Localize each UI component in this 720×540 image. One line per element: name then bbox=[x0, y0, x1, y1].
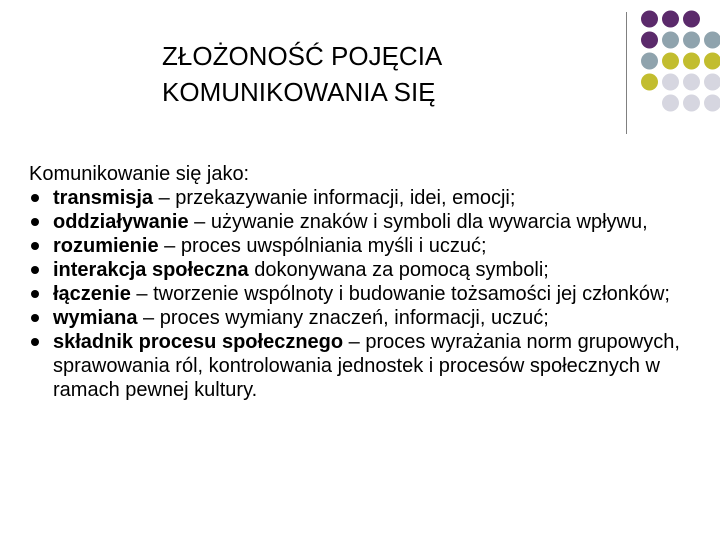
decorative-dot bbox=[662, 53, 679, 70]
decorative-dot bbox=[683, 11, 700, 28]
decorative-dot bbox=[662, 74, 679, 91]
decorative-dot bbox=[641, 74, 658, 91]
decorative-dot bbox=[641, 11, 658, 28]
item-term: łączenie bbox=[53, 283, 131, 305]
slide-body bbox=[29, 162, 709, 402]
item-description: – proces wyrażania norm grupowych, sprawowania ról, kontrolowania jednostek i procesów społecznych w ramach pewnej kultury. bbox=[53, 331, 680, 401]
decorative-dot bbox=[704, 95, 720, 112]
item-description: – przekazywanie informacji, idei, emocji; bbox=[153, 187, 516, 209]
decorative-dot bbox=[662, 32, 679, 49]
item-description: – proces uwspólniania myśli i uczuć; bbox=[158, 235, 487, 257]
decorative-dot bbox=[704, 53, 720, 70]
bullet-icon bbox=[31, 242, 39, 250]
list-item bbox=[29, 330, 709, 402]
list-item bbox=[29, 258, 709, 282]
definition-list bbox=[29, 186, 709, 402]
item-description: – proces wymiany znaczeń, informacji, uczuć; bbox=[137, 307, 549, 329]
slide-title bbox=[162, 38, 602, 110]
item-term: rozumienie bbox=[53, 235, 159, 257]
bullet-icon bbox=[31, 266, 39, 274]
intro-text: Komunikowanie się jako: bbox=[29, 163, 250, 185]
list-item bbox=[29, 282, 709, 306]
title-line-1: ZŁOŻONOŚĆ POJĘCIA bbox=[162, 41, 443, 71]
item-description: – tworzenie wspólnoty i budowanie tożsamości jej członków; bbox=[130, 283, 670, 305]
item-description: – używanie znaków i symboli dla wywarcia wpływu, bbox=[188, 211, 648, 233]
decorative-dot bbox=[662, 95, 679, 112]
bullet-icon bbox=[31, 314, 39, 322]
item-term: wymiana bbox=[53, 307, 138, 329]
vertical-divider bbox=[626, 12, 627, 134]
bullet-icon bbox=[31, 218, 39, 226]
decorative-dot bbox=[704, 32, 720, 49]
decorative-dot bbox=[683, 95, 700, 112]
list-item bbox=[29, 210, 709, 234]
item-term: oddziaływanie bbox=[53, 211, 189, 233]
decorative-dot bbox=[662, 11, 679, 28]
decorative-dot bbox=[683, 32, 700, 49]
bullet-icon bbox=[31, 338, 39, 346]
decorative-dot-grid bbox=[640, 10, 720, 136]
list-item bbox=[29, 234, 709, 258]
item-term: składnik procesu społecznego bbox=[53, 331, 344, 353]
bullet-icon bbox=[31, 194, 39, 202]
decorative-dot bbox=[704, 74, 720, 91]
list-item bbox=[29, 306, 709, 330]
item-term: interakcja społeczna bbox=[53, 259, 249, 281]
list-item bbox=[29, 186, 709, 210]
bullet-icon bbox=[31, 290, 39, 298]
decorative-dot bbox=[683, 53, 700, 70]
decorative-dot bbox=[641, 53, 658, 70]
decorative-dot bbox=[641, 32, 658, 49]
item-description: dokonywana za pomocą symboli; bbox=[248, 259, 549, 281]
decorative-dot bbox=[683, 74, 700, 91]
item-term: transmisja bbox=[53, 187, 154, 209]
title-line-2: KOMUNIKOWANIA SIĘ bbox=[162, 77, 436, 107]
